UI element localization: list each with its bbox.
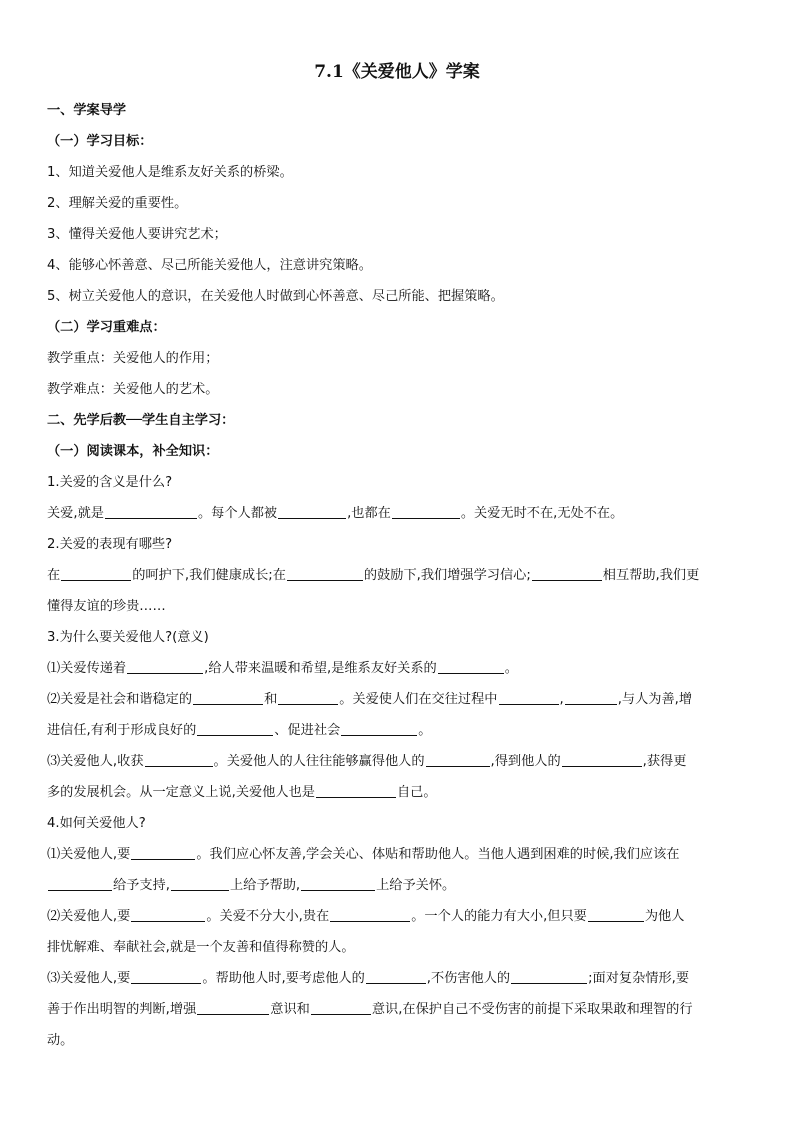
text-segment: 上给予帮助,: [229, 878, 301, 893]
goal-item: 4、能够心怀善意、尽己所能关爱他人，注意讲究策略。: [47, 258, 372, 273]
text-segment: ,给人带来温暖和希望,是维系友好关系的: [204, 661, 437, 676]
fill-blank[interactable]: [366, 982, 426, 984]
fill-blank[interactable]: [197, 734, 273, 736]
fill-blank[interactable]: [562, 765, 642, 767]
fill-blank[interactable]: [588, 920, 644, 922]
text-segment: 的鼓励下,我们增强学习信心;: [363, 568, 531, 583]
answer-3-1: [47, 653, 747, 684]
fill-blank[interactable]: [330, 920, 410, 922]
text-segment: 为他人: [644, 909, 685, 924]
text-segment: 关爱,就是: [47, 506, 104, 521]
text-segment: ⑴关爱他人,要: [47, 847, 131, 862]
answer-4-3-end: 动。: [47, 1033, 74, 1048]
fill-blank[interactable]: [341, 734, 417, 736]
answer-4-3: [47, 963, 747, 994]
text-segment: ,: [559, 692, 564, 707]
text-segment: 、促进社会: [274, 723, 341, 738]
goal-item: 5、树立关爱他人的意识，在关爱他人时做到心怀善意、尽己所能、把握策略。: [47, 289, 504, 304]
answer-1: [47, 498, 747, 529]
text-segment: 上给予关怀。: [376, 878, 456, 893]
text-segment: ,与人为善,增: [617, 692, 693, 707]
text-segment: 。关爱不分大小,贵在: [206, 909, 330, 924]
fill-blank[interactable]: [316, 796, 396, 798]
answer-4-1: [47, 839, 747, 870]
text-segment: 意识和: [270, 1002, 310, 1017]
page-title: 7.1《关爱他人》学案: [314, 62, 480, 82]
fill-blank[interactable]: [131, 982, 201, 984]
text-segment: 的呵护下,我们健康成长;在: [132, 568, 286, 583]
text-segment: ,不伤害他人的: [426, 971, 511, 986]
fill-blank[interactable]: [278, 517, 346, 519]
answer-4-2: [47, 901, 747, 932]
text-segment: 。: [418, 723, 432, 738]
reading-heading: （一）阅读课本，补全知识：: [47, 444, 219, 459]
fill-blank[interactable]: [193, 703, 263, 705]
fill-blank[interactable]: [287, 579, 363, 581]
answer-4-2-continued: 排忧解难、奉献社会,就是一个友善和值得称赞的人。: [47, 940, 355, 955]
text-segment: ⑶关爱他人,收获: [47, 754, 144, 769]
text-segment: 相互帮助,我们更: [602, 568, 700, 583]
fill-blank[interactable]: [171, 889, 229, 891]
text-segment: 。关爱他人的人往往能够赢得他人的: [213, 754, 425, 769]
key-points-heading: （二）学习重难点：: [47, 320, 166, 335]
text-segment: 给予支持,: [113, 878, 170, 893]
text-segment: 。关爱无时不在,无处不在。: [460, 506, 624, 521]
fill-blank[interactable]: [532, 579, 602, 581]
fill-blank[interactable]: [131, 858, 195, 860]
fill-blank[interactable]: [278, 703, 338, 705]
section-heading-guide: 一、学案导学: [47, 103, 127, 118]
difficult-point: 教学难点：关爱他人的艺术。: [47, 382, 219, 397]
fill-blank[interactable]: [565, 703, 617, 705]
fill-blank[interactable]: [499, 703, 559, 705]
text-segment: 自己。: [396, 785, 437, 800]
text-segment: ,也都在: [347, 506, 391, 521]
text-segment: 多的发展机会。从一定意义上说,关爱他人也是: [47, 785, 315, 800]
answer-4-3-continued: [47, 994, 747, 1025]
goals-heading: （一）学习目标：: [47, 134, 153, 149]
goal-item: 2、理解关爱的重要性。: [47, 196, 188, 211]
text-segment: ,获得更: [642, 754, 687, 769]
key-point: 教学重点：关爱他人的作用；: [47, 351, 219, 366]
question-3: 3.为什么要关爱他人?(意义): [47, 630, 209, 645]
text-segment: ⑶关爱他人,要: [47, 971, 131, 986]
answer-3-3: [47, 746, 747, 777]
answer-2-continued: 懂得友谊的珍贵……: [47, 599, 166, 614]
text-segment: 。每个人都被: [197, 506, 278, 521]
answer-4-1-continued: [47, 870, 747, 901]
text-segment: ⑴关爱传递着: [47, 661, 127, 676]
fill-blank[interactable]: [197, 1013, 269, 1015]
fill-blank[interactable]: [311, 1013, 371, 1015]
fill-blank[interactable]: [301, 889, 375, 891]
fill-blank[interactable]: [127, 672, 203, 674]
text-segment: 。帮助他人时,要考虑他人的: [202, 971, 365, 986]
text-segment: 。一个人的能力有大小,但只要: [411, 909, 587, 924]
text-segment: 意识,在保护自己不受伤害的前提下采取果敢和理智的行: [371, 1002, 693, 1017]
fill-blank[interactable]: [511, 982, 587, 984]
fill-blank[interactable]: [145, 765, 213, 767]
answer-3-3-continued: [47, 777, 747, 808]
goal-item: 1、知道关爱他人是维系友好关系的桥梁。: [47, 165, 293, 180]
fill-blank[interactable]: [392, 517, 460, 519]
fill-blank[interactable]: [105, 517, 197, 519]
fill-blank[interactable]: [426, 765, 490, 767]
text-segment: 在: [47, 568, 61, 583]
text-segment: ⑵关爱是社会和谐稳定的: [47, 692, 193, 707]
fill-blank[interactable]: [48, 889, 112, 891]
answer-3-2-continued: [47, 715, 747, 746]
text-segment: 善于作出明智的判断,增强: [47, 1002, 197, 1017]
text-segment: ⑵关爱他人,要: [47, 909, 131, 924]
fill-blank[interactable]: [131, 920, 205, 922]
text-segment: 。: [504, 661, 518, 676]
text-segment: 和: [264, 692, 278, 707]
fill-blank[interactable]: [438, 672, 504, 674]
question-1: 1.关爱的含义是什么?: [47, 475, 173, 490]
question-2: 2.关爱的表现有哪些?: [47, 537, 173, 552]
fill-blank[interactable]: [61, 579, 131, 581]
text-segment: 。关爱使人们在交往过程中: [339, 692, 498, 707]
text-segment: 。我们应心怀友善,学会关心、体贴和帮助他人。当他人遇到困难的时候,我们应该在: [196, 847, 680, 862]
text-segment: ,得到他人的: [490, 754, 561, 769]
text-segment: ;面对复杂情形,要: [588, 971, 690, 986]
question-4: 4.如何关爱他人?: [47, 816, 146, 831]
answer-3-2: [47, 684, 747, 715]
text-segment: 进信任,有利于形成良好的: [47, 723, 197, 738]
answer-2: [47, 560, 747, 591]
goal-item: 3、懂得关爱他人要讲究艺术；: [47, 227, 227, 242]
section-heading-self-study: 二、先学后教──学生自主学习：: [47, 413, 235, 428]
